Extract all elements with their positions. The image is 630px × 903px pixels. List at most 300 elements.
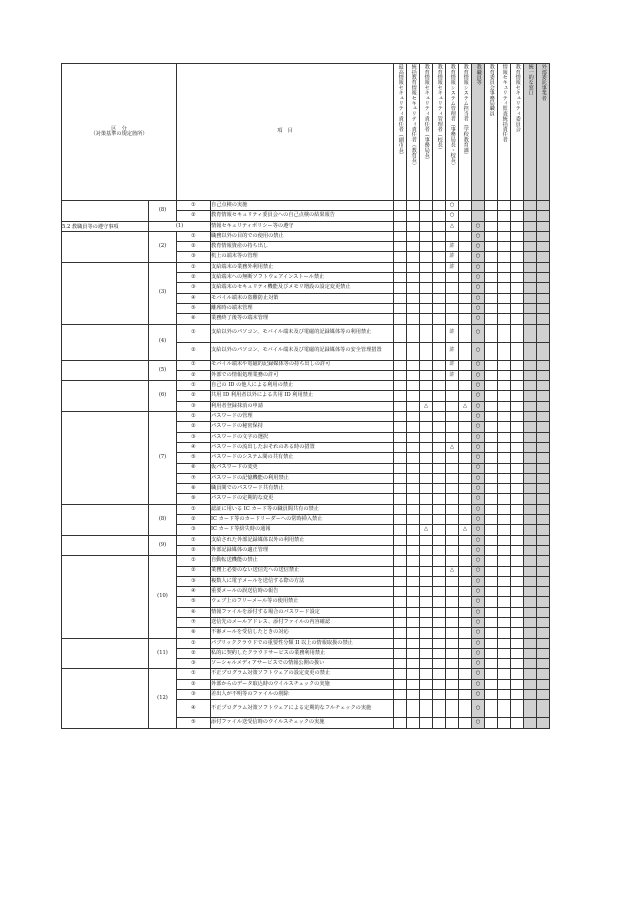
role-mark xyxy=(420,576,433,586)
role-mark: ○ xyxy=(472,587,485,597)
header-row xyxy=(62,64,550,201)
item-description: 送信先のメールアドレス、添付ファイルの内容確認 xyxy=(211,617,394,627)
role-mark xyxy=(524,504,537,514)
role-mark: ○ xyxy=(472,659,485,669)
role-mark: ○ xyxy=(472,381,485,391)
role-mark: ○ xyxy=(472,314,485,324)
item-description: 私的に契約したクラウドサービスの業務利用禁止 xyxy=(211,648,394,658)
role-mark xyxy=(394,303,407,313)
role-mark xyxy=(407,391,420,401)
role-mark xyxy=(407,242,420,252)
item-number: ③ xyxy=(177,401,211,411)
role-mark: ○ xyxy=(472,370,485,380)
role-mark xyxy=(433,262,446,272)
role-mark xyxy=(433,360,446,370)
item-number: ② xyxy=(177,391,211,401)
role-mark xyxy=(498,231,511,241)
role-mark xyxy=(394,342,407,360)
role-mark xyxy=(446,525,459,535)
role-mark xyxy=(407,576,420,586)
item-description: 利用者登録抹消の申請 xyxy=(211,401,394,411)
role-mark xyxy=(394,679,407,689)
role-mark xyxy=(459,252,472,262)
role-mark xyxy=(459,535,472,545)
role-mark xyxy=(420,412,433,422)
role-mark xyxy=(511,432,524,442)
role-mark xyxy=(485,494,498,504)
item-number: ⑤ xyxy=(177,453,211,463)
role-mark: ○ xyxy=(472,617,485,627)
item-number: ⑥ xyxy=(177,607,211,617)
role-mark xyxy=(485,314,498,324)
role-mark xyxy=(511,545,524,555)
role-mark xyxy=(498,638,511,648)
role-mark xyxy=(407,638,420,648)
role-mark xyxy=(537,659,550,669)
role-mark xyxy=(459,201,472,211)
role-mark xyxy=(433,242,446,252)
section-cell xyxy=(62,360,149,381)
role-mark xyxy=(394,515,407,525)
role-mark xyxy=(433,700,446,718)
role-mark xyxy=(394,201,407,211)
role-mark xyxy=(433,659,446,669)
role-mark xyxy=(420,484,433,494)
item-number: ③ xyxy=(177,690,211,700)
role-mark xyxy=(420,342,433,360)
role-mark xyxy=(537,617,550,627)
item-description: 支給端末への無断ソフトウェアインストール禁止 xyxy=(211,273,394,283)
role-mark xyxy=(511,401,524,411)
role-mark xyxy=(485,545,498,555)
role-mark xyxy=(433,324,446,342)
section-label xyxy=(62,246,148,248)
role-mark xyxy=(407,607,420,617)
role-mark: ○ xyxy=(472,679,485,689)
role-mark xyxy=(511,607,524,617)
category-header-subtitle: （対策基準の規定箇所） xyxy=(90,131,148,137)
item-description: パスワードの管理 xyxy=(211,412,394,422)
role-mark xyxy=(511,484,524,494)
category-header-title: 区 分 xyxy=(111,125,127,132)
role-mark: ○ xyxy=(472,628,485,638)
role-mark xyxy=(498,273,511,283)
item-description: 自動転送機能の禁止 xyxy=(211,556,394,566)
role-mark xyxy=(537,669,550,679)
role-mark xyxy=(394,504,407,514)
role-mark xyxy=(407,535,420,545)
role-mark xyxy=(433,473,446,483)
role-mark xyxy=(420,221,433,231)
role-mark xyxy=(446,504,459,514)
role-mark xyxy=(407,252,420,262)
role-mark xyxy=(498,535,511,545)
role-mark: ○ xyxy=(472,412,485,422)
role-mark xyxy=(537,412,550,422)
role-mark xyxy=(498,324,511,342)
group-number: (12) xyxy=(149,669,177,728)
role-mark xyxy=(537,342,550,360)
role-mark xyxy=(537,442,550,452)
role-mark xyxy=(498,391,511,401)
role-mark xyxy=(433,535,446,545)
role-mark xyxy=(511,273,524,283)
role-mark xyxy=(407,273,420,283)
role-mark xyxy=(407,504,420,514)
role-mark xyxy=(511,412,524,422)
section-label xyxy=(62,544,148,546)
role-mark xyxy=(407,201,420,211)
role-mark xyxy=(485,504,498,514)
role-mark xyxy=(446,587,459,597)
role-mark xyxy=(433,597,446,607)
role-mark xyxy=(511,628,524,638)
role-mark xyxy=(524,211,537,221)
role-mark xyxy=(511,314,524,324)
role-mark xyxy=(459,515,472,525)
role-mark xyxy=(524,473,537,483)
role-mark xyxy=(407,303,420,313)
role-mark xyxy=(537,391,550,401)
role-header: 情報セキュリティ監査統括責任者 xyxy=(498,64,511,201)
role-mark xyxy=(459,391,472,401)
role-mark: ○ xyxy=(472,545,485,555)
role-mark xyxy=(394,566,407,576)
role-mark: ○ xyxy=(472,718,485,728)
role-mark: ○ xyxy=(472,473,485,483)
item-description: パスワードの流出したおそれのある時の措置 xyxy=(211,442,394,452)
role-mark xyxy=(524,412,537,422)
role-header: 教育情報セキュリティ責任者（事務局長） xyxy=(420,64,433,201)
role-mark xyxy=(459,412,472,422)
role-mark: ○ xyxy=(472,401,485,411)
role-mark xyxy=(446,576,459,586)
section-cell xyxy=(62,201,149,222)
role-mark xyxy=(433,314,446,324)
role-mark xyxy=(511,597,524,607)
role-mark xyxy=(498,442,511,452)
item-description: パスワードの秘密保持 xyxy=(211,422,394,432)
role-mark: ○ xyxy=(472,252,485,262)
role-mark xyxy=(446,314,459,324)
role-mark xyxy=(420,690,433,700)
item-number: ⑥ xyxy=(177,314,211,324)
role-mark xyxy=(446,628,459,638)
item-description: パスワードの文字の選択 xyxy=(211,432,394,442)
role-mark xyxy=(511,669,524,679)
responsibility-matrix-page xyxy=(61,63,550,729)
role-mark xyxy=(524,659,537,669)
role-mark xyxy=(485,659,498,669)
item-description: 机上の端末等の管理 xyxy=(211,252,394,262)
role-mark xyxy=(420,370,433,380)
section-cell xyxy=(62,412,149,505)
role-mark xyxy=(407,283,420,293)
role-mark xyxy=(459,381,472,391)
group-number: (3) xyxy=(149,262,177,324)
role-mark xyxy=(537,484,550,494)
role-mark xyxy=(498,504,511,514)
role-mark xyxy=(420,617,433,627)
role-mark xyxy=(498,252,511,262)
role-mark xyxy=(537,576,550,586)
role-mark xyxy=(446,679,459,689)
role-mark xyxy=(524,576,537,586)
role-mark xyxy=(420,638,433,648)
section-cell xyxy=(62,504,149,535)
role-mark xyxy=(524,360,537,370)
role-mark: ○ xyxy=(472,638,485,648)
role-mark xyxy=(459,576,472,586)
role-mark xyxy=(537,303,550,313)
role-mark xyxy=(420,303,433,313)
role-mark xyxy=(524,648,537,658)
section-cell xyxy=(62,535,149,556)
role-mark xyxy=(433,638,446,648)
role-mark xyxy=(394,283,407,293)
role-mark xyxy=(511,252,524,262)
table-row xyxy=(62,535,550,545)
role-mark xyxy=(394,494,407,504)
role-mark: △ xyxy=(446,566,459,576)
role-mark xyxy=(459,587,472,597)
role-mark xyxy=(394,473,407,483)
role-mark xyxy=(485,638,498,648)
item-description: 職務以外の目的での使用の禁止 xyxy=(211,231,394,241)
role-mark xyxy=(433,525,446,535)
role-mark: △ xyxy=(459,401,472,411)
item-description: モバイル端末の盗難防止対策 xyxy=(211,293,394,303)
role-mark xyxy=(407,690,420,700)
item-number: ② xyxy=(177,566,211,576)
role-mark xyxy=(524,201,537,211)
role-mark xyxy=(537,422,550,432)
role-mark xyxy=(498,293,511,303)
role-mark xyxy=(407,659,420,669)
role-mark xyxy=(485,597,498,607)
item-number: ④ xyxy=(177,442,211,452)
role-mark xyxy=(498,628,511,638)
role-mark: ○ xyxy=(472,360,485,370)
role-mark xyxy=(407,262,420,272)
role-mark xyxy=(459,273,472,283)
role-mark xyxy=(485,252,498,262)
role-mark xyxy=(407,211,420,221)
role-mark xyxy=(524,370,537,380)
section-label xyxy=(62,519,148,521)
role-mark xyxy=(485,617,498,627)
role-mark: ○ xyxy=(472,453,485,463)
role-mark xyxy=(524,515,537,525)
role-mark xyxy=(394,700,407,718)
role-mark xyxy=(446,607,459,617)
role-mark xyxy=(433,690,446,700)
item-number: ② xyxy=(177,545,211,555)
role-mark xyxy=(407,381,420,391)
role-mark xyxy=(446,648,459,658)
role-mark xyxy=(459,679,472,689)
role-mark: ○ xyxy=(472,324,485,342)
role-mark xyxy=(537,453,550,463)
role-mark xyxy=(433,381,446,391)
role-mark xyxy=(524,252,537,262)
role-mark xyxy=(407,370,420,380)
role-mark xyxy=(537,314,550,324)
item-description: 外部からのデータ取込時のウイルスチェックの実施 xyxy=(211,679,394,689)
role-mark xyxy=(420,360,433,370)
role-mark xyxy=(498,370,511,380)
role-mark xyxy=(433,607,446,617)
item-description: IC カード等紛失時の通報 xyxy=(211,525,394,535)
role-mark xyxy=(524,453,537,463)
role-mark xyxy=(407,432,420,442)
role-mark xyxy=(420,231,433,241)
role-mark xyxy=(394,211,407,221)
role-mark xyxy=(511,525,524,535)
role-mark xyxy=(420,262,433,272)
role-mark xyxy=(407,342,420,360)
role-mark xyxy=(485,669,498,679)
item-number: ③ xyxy=(177,252,211,262)
role-mark xyxy=(433,545,446,555)
role-mark xyxy=(446,273,459,283)
role-mark xyxy=(485,201,498,211)
item-number: ② xyxy=(177,422,211,432)
role-mark xyxy=(498,617,511,627)
role-mark xyxy=(433,303,446,313)
table-row xyxy=(62,504,550,514)
role-mark xyxy=(459,597,472,607)
role-mark xyxy=(537,607,550,617)
item-number: (1) xyxy=(149,221,211,231)
role-mark xyxy=(485,293,498,303)
role-mark xyxy=(394,442,407,452)
role-mark xyxy=(433,679,446,689)
role-mark xyxy=(433,412,446,422)
role-mark xyxy=(459,370,472,380)
role-mark xyxy=(511,231,524,241)
group-number: (6) xyxy=(149,381,177,412)
role-mark xyxy=(498,221,511,231)
role-mark xyxy=(433,504,446,514)
item-description: パスワードの定期的な変更 xyxy=(211,494,394,504)
role-mark xyxy=(511,262,524,272)
table-row xyxy=(62,638,550,648)
role-mark xyxy=(446,412,459,422)
item-number: ④ xyxy=(177,293,211,303)
item-number: ① xyxy=(177,504,211,514)
role-mark xyxy=(524,494,537,504)
section-cell xyxy=(62,556,149,638)
role-mark xyxy=(394,252,407,262)
section-label xyxy=(62,698,148,700)
role-mark xyxy=(459,617,472,627)
role-mark xyxy=(485,381,498,391)
role-mark: ○ xyxy=(446,211,459,221)
role-mark xyxy=(446,283,459,293)
role-mark xyxy=(524,628,537,638)
role-mark xyxy=(511,370,524,380)
role-mark xyxy=(407,566,420,576)
role-mark xyxy=(524,342,537,360)
role-mark xyxy=(524,231,537,241)
role-mark xyxy=(433,494,446,504)
item-number: ② xyxy=(177,679,211,689)
role-mark xyxy=(407,221,420,231)
role-mark xyxy=(511,648,524,658)
role-mark xyxy=(459,303,472,313)
role-mark xyxy=(433,463,446,473)
role-mark xyxy=(420,293,433,303)
role-mark xyxy=(485,391,498,401)
role-mark xyxy=(472,201,485,211)
role-header: 外部委託事業者 xyxy=(537,64,550,201)
role-mark xyxy=(485,515,498,525)
role-mark xyxy=(485,412,498,422)
role-mark xyxy=(485,370,498,380)
item-description: 自己の ID の他人による利用の禁止 xyxy=(211,381,394,391)
item-header: 項 目 xyxy=(177,64,394,201)
item-description: 外部記録媒体の適正管理 xyxy=(211,545,394,555)
role-mark xyxy=(524,638,537,648)
role-mark xyxy=(537,718,550,728)
role-mark xyxy=(498,718,511,728)
item-number: ⑤ xyxy=(177,718,211,728)
role-mark xyxy=(407,401,420,411)
role-mark xyxy=(394,617,407,627)
role-mark: 許 xyxy=(446,342,459,360)
role-mark xyxy=(394,556,407,566)
role-mark xyxy=(485,262,498,272)
item-number: ⑨ xyxy=(177,494,211,504)
role-mark xyxy=(498,314,511,324)
role-mark: ○ xyxy=(472,525,485,535)
role-mark xyxy=(394,231,407,241)
role-mark xyxy=(407,360,420,370)
role-mark xyxy=(459,324,472,342)
role-mark xyxy=(537,648,550,658)
role-mark xyxy=(459,484,472,494)
role-mark xyxy=(446,463,459,473)
section-label xyxy=(62,341,148,343)
item-number: ③ xyxy=(177,283,211,293)
role-mark xyxy=(537,381,550,391)
role-mark xyxy=(485,283,498,293)
role-mark xyxy=(420,273,433,283)
role-header: 教育情報システム管理者（事務局長・校長） xyxy=(446,64,459,201)
role-mark xyxy=(485,566,498,576)
role-mark xyxy=(420,700,433,718)
role-mark xyxy=(485,303,498,313)
role-mark xyxy=(498,690,511,700)
section-label xyxy=(62,210,148,212)
role-mark xyxy=(420,442,433,452)
role-mark xyxy=(407,718,420,728)
role-mark xyxy=(498,597,511,607)
role-mark xyxy=(446,515,459,525)
role-mark xyxy=(524,221,537,231)
role-header: 教育情報システム担当者（学校教育課） xyxy=(459,64,472,201)
role-mark xyxy=(485,607,498,617)
role-mark: △ xyxy=(446,221,459,231)
item-description: 支給端末の業務外利用禁止 xyxy=(211,262,394,272)
group-number: (8) xyxy=(149,201,177,222)
role-mark xyxy=(420,566,433,576)
item-description: 複数人に電子メールを送信する際の方法 xyxy=(211,576,394,586)
item-description: 支給端末のセキュリティ機能及びメモリ増設の設定変更禁止 xyxy=(211,283,394,293)
section-cell xyxy=(62,669,149,728)
role-mark xyxy=(446,718,459,728)
